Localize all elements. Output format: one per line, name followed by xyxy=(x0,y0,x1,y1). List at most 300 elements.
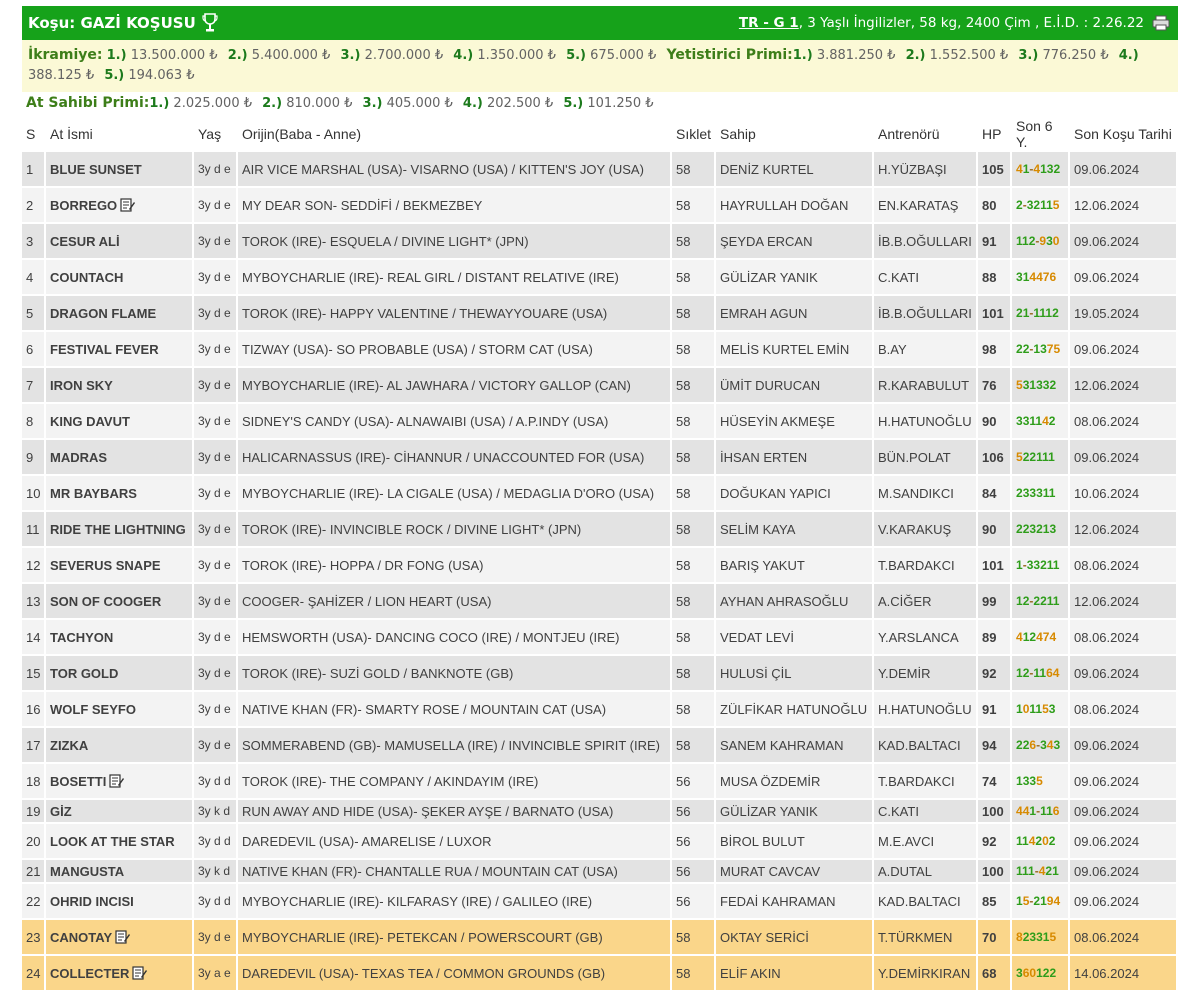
horse-name-link[interactable] xyxy=(46,152,194,186)
table-row xyxy=(22,296,1178,330)
at-sahibi-label: At Sahibi Primi: xyxy=(26,95,150,111)
prize-panel xyxy=(22,40,1178,92)
horse-last-six-form: 12-2211 xyxy=(1012,584,1070,618)
runners-body xyxy=(22,152,1178,990)
runner-number: 7 xyxy=(22,368,46,402)
horse-name-link[interactable] xyxy=(46,728,194,762)
horse-name-text[interactable]: RIDE THE LIGHTNING xyxy=(50,521,186,537)
horse-hp: 90 xyxy=(978,512,1012,546)
horse-owner: BARIŞ YAKUT xyxy=(716,548,874,582)
horse-name-text[interactable]: SEVERUS SNAPE xyxy=(50,557,161,573)
horse-last-race-date: 08.06.2024 xyxy=(1070,404,1178,438)
horse-last-six-form: 1-33211 xyxy=(1012,548,1070,582)
prize-key: 3.) xyxy=(1018,48,1039,63)
col-header-age[interactable]: Yaş xyxy=(194,118,238,150)
horse-age: 3y d e xyxy=(194,656,238,690)
horse-age: 3y d e xyxy=(194,368,238,402)
horse-last-six-form: 522111 xyxy=(1012,440,1070,474)
horse-hp: 89 xyxy=(978,620,1012,654)
horse-name-link[interactable] xyxy=(46,440,194,474)
horse-owner: EMRAH AGUN xyxy=(716,296,874,330)
horse-name-text[interactable]: KING DAVUT xyxy=(50,413,130,429)
horse-name-text[interactable]: IRON SKY xyxy=(50,377,113,393)
runner-number: 18 xyxy=(22,764,46,798)
horse-name-link[interactable] xyxy=(46,920,194,954)
horse-name-text[interactable]: DRAGON FLAME xyxy=(50,305,157,321)
prize-value: 202.500 ₺ xyxy=(487,96,554,111)
horse-age: 3y d e xyxy=(194,548,238,582)
horse-origin: HEMSWORTH (USA)- DANCING COCO (IRE) / MONTJEU (IRE) xyxy=(238,620,672,654)
horse-name-text[interactable]: MR BAYBARS xyxy=(50,485,137,501)
col-header-weight[interactable]: Sıklet xyxy=(672,118,716,150)
table-row xyxy=(22,260,1178,294)
horse-last-race-date: 08.06.2024 xyxy=(1070,920,1178,954)
horse-origin: MY DEAR SON- SEDDİFİ / BEKMEZBEY xyxy=(238,188,672,222)
horse-last-race-date: 09.06.2024 xyxy=(1070,440,1178,474)
horse-hp: 99 xyxy=(978,584,1012,618)
horse-name-link[interactable] xyxy=(46,296,194,330)
horse-name-link[interactable] xyxy=(46,332,194,366)
table-row xyxy=(22,956,1178,990)
horse-origin: DAREDEVIL (USA)- TEXAS TEA / COMMON GROUNDS (GB) xyxy=(238,956,672,990)
prize-value: 810.000 ₺ xyxy=(286,96,353,111)
horse-weight: 58 xyxy=(672,584,716,618)
horse-name-link[interactable] xyxy=(46,656,194,690)
horse-owner: AYHAN AHRASOĞLU xyxy=(716,584,874,618)
horse-name-link[interactable] xyxy=(46,476,194,510)
horse-age: 3y d e xyxy=(194,188,238,222)
horse-trainer: Y.ARSLANCA xyxy=(874,620,978,654)
horse-last-race-date: 09.06.2024 xyxy=(1070,728,1178,762)
prize-value: 1.350.000 ₺ xyxy=(477,48,556,63)
horse-hp: 90 xyxy=(978,404,1012,438)
horse-last-six-form: 15-2194 xyxy=(1012,884,1070,918)
horse-name-link[interactable] xyxy=(46,260,194,294)
printer-icon[interactable] xyxy=(1152,15,1170,31)
horse-age: 3y d e xyxy=(194,440,238,474)
horse-origin: TOROK (IRE)- THE COMPANY / AKINDAYIM (IRE) xyxy=(238,764,672,798)
horse-trainer: C.KATI xyxy=(874,800,978,822)
runner-number: 6 xyxy=(22,332,46,366)
horse-origin: RUN AWAY AND HIDE (USA)- ŞEKER AYŞE / BARNATO (USA) xyxy=(238,800,672,822)
table-row xyxy=(22,188,1178,222)
runner-number: 20 xyxy=(22,824,46,858)
runner-number: 8 xyxy=(22,404,46,438)
runner-number: 10 xyxy=(22,476,46,510)
col-header-origin[interactable]: Orijin(Baba - Anne) xyxy=(238,118,672,150)
prize-value: 2.025.000 ₺ xyxy=(173,96,252,111)
horse-last-race-date: 09.06.2024 xyxy=(1070,860,1178,882)
horse-name-text[interactable]: BOSETTI xyxy=(50,774,107,789)
horse-trainer: H.YÜZBAŞI xyxy=(874,152,978,186)
horse-origin: SOMMERABEND (GB)- MAMUSELLA (IRE) / INVINCIBLE SPIRIT (IRE) xyxy=(238,728,672,762)
horse-weight: 58 xyxy=(672,152,716,186)
horse-origin: HALICARNASSUS (IRE)- CİHANNUR / UNACCOUNTED FOR (USA) xyxy=(238,440,672,474)
horse-owner: HAYRULLAH DOĞAN xyxy=(716,188,874,222)
horse-weight: 58 xyxy=(672,920,716,954)
horse-owner: MELİS KURTEL EMİN xyxy=(716,332,874,366)
horse-weight: 56 xyxy=(672,860,716,882)
horse-age: 3y d e xyxy=(194,620,238,654)
prize-value: 3.881.250 ₺ xyxy=(816,48,896,63)
horse-weight: 56 xyxy=(672,824,716,858)
prize-key: 4.) xyxy=(462,96,483,111)
horse-weight: 56 xyxy=(672,800,716,822)
note-icon[interactable] xyxy=(115,930,130,944)
horse-name-link[interactable] xyxy=(46,956,194,990)
table-row xyxy=(22,920,1178,954)
horse-origin: SIDNEY'S CANDY (USA)- ALNAWAIBI (USA) / A.P.INDY (USA) xyxy=(238,404,672,438)
horse-last-six-form: 1335 xyxy=(1012,764,1070,798)
horse-last-six-form: 223213 xyxy=(1012,512,1070,546)
horse-age: 3y d e xyxy=(194,584,238,618)
horse-weight: 58 xyxy=(672,656,716,690)
horse-name-link[interactable] xyxy=(46,824,194,858)
horse-owner: SANEM KAHRAMAN xyxy=(716,728,874,762)
horse-trainer: Y.DEMİRKIRAN xyxy=(874,956,978,990)
horse-weight: 58 xyxy=(672,728,716,762)
race-title xyxy=(28,13,218,33)
note-icon[interactable] xyxy=(132,966,147,980)
horse-last-six-form: 12-1164 xyxy=(1012,656,1070,690)
horse-name-text[interactable]: LOOK AT THE STAR xyxy=(50,833,175,849)
horse-hp: 70 xyxy=(978,920,1012,954)
horse-hp: 101 xyxy=(978,548,1012,582)
horse-name-link[interactable] xyxy=(46,512,194,546)
race-conditions: , 3 Yaşlı İngilizler, 58 kg, 2400 Çim , E.İ.D. : 2.26.22 xyxy=(798,15,1144,31)
horse-weight: 58 xyxy=(672,620,716,654)
race-grade-link[interactable]: TR - G 1 xyxy=(738,15,799,31)
prize-key: 5.) xyxy=(566,48,587,63)
horse-last-race-date: 12.06.2024 xyxy=(1070,368,1178,402)
table-row xyxy=(22,476,1178,510)
horse-weight: 58 xyxy=(672,260,716,294)
runner-number: 1 xyxy=(22,152,46,186)
horse-origin: MYBOYCHARLIE (IRE)- KILFARASY (IRE) / GALILEO (IRE) xyxy=(238,884,672,918)
horse-last-six-form: 531332 xyxy=(1012,368,1070,402)
horse-name-text[interactable]: ZIZKA xyxy=(50,737,89,753)
prize-value: 675.000 ₺ xyxy=(590,48,657,63)
horse-age: 3y d e xyxy=(194,920,238,954)
col-header-trainer[interactable]: Antrenörü xyxy=(874,118,978,150)
horse-last-race-date: 09.06.2024 xyxy=(1070,764,1178,798)
col-header-last-race[interactable]: Son Koşu Tarihi xyxy=(1070,118,1178,150)
table-header-row xyxy=(22,118,1178,150)
horse-hp: 80 xyxy=(978,188,1012,222)
runner-number: 2 xyxy=(22,188,46,222)
horse-last-six-form: 233311 xyxy=(1012,476,1070,510)
horse-hp: 100 xyxy=(978,860,1012,882)
horse-trainer: T.TÜRKMEN xyxy=(874,920,978,954)
horse-last-race-date: 09.06.2024 xyxy=(1070,824,1178,858)
table-row xyxy=(22,692,1178,726)
horse-name-text[interactable]: BLUE SUNSET xyxy=(50,161,142,177)
horse-last-six-form: 41-4132 xyxy=(1012,152,1070,186)
horse-age: 3y d e xyxy=(194,296,238,330)
prize-value: 1.552.500 ₺ xyxy=(929,48,1009,63)
prize-key: 2.) xyxy=(262,96,283,111)
table-row xyxy=(22,512,1178,546)
runner-number: 24 xyxy=(22,956,46,990)
horse-origin: NATIVE KHAN (FR)- SMARTY ROSE / MOUNTAIN CAT (USA) xyxy=(238,692,672,726)
horse-trainer: B.AY xyxy=(874,332,978,366)
horse-last-six-form: 226-343 xyxy=(1012,728,1070,762)
horse-name-text[interactable]: TOR GOLD xyxy=(50,665,119,681)
runner-number: 17 xyxy=(22,728,46,762)
runners-table xyxy=(22,116,1178,992)
horse-hp: 88 xyxy=(978,260,1012,294)
horse-weight: 58 xyxy=(672,332,716,366)
runner-number: 12 xyxy=(22,548,46,582)
horse-last-race-date: 09.06.2024 xyxy=(1070,260,1178,294)
horse-last-six-form: 314476 xyxy=(1012,260,1070,294)
horse-age: 3y d e xyxy=(194,332,238,366)
horse-weight: 58 xyxy=(672,224,716,258)
col-header-owner[interactable]: Sahip xyxy=(716,118,874,150)
horse-hp: 85 xyxy=(978,884,1012,918)
horse-name-link[interactable] xyxy=(46,800,194,822)
horse-last-six-form: 331142 xyxy=(1012,404,1070,438)
horse-owner: İHSAN ERTEN xyxy=(716,440,874,474)
col-header-name[interactable]: At İsmi xyxy=(46,118,194,150)
horse-last-race-date: 12.06.2024 xyxy=(1070,188,1178,222)
horse-age: 3y a e xyxy=(194,956,238,990)
runner-number: 9 xyxy=(22,440,46,474)
horse-trainer: BÜN.POLAT xyxy=(874,440,978,474)
horse-name-text[interactable]: FESTIVAL FEVER xyxy=(50,341,159,357)
race-header xyxy=(22,6,1178,40)
horse-owner: FEDAİ KAHRAMAN xyxy=(716,884,874,918)
horse-age: 3y d e xyxy=(194,692,238,726)
horse-age: 3y d d xyxy=(194,764,238,798)
horse-name-link[interactable] xyxy=(46,368,194,402)
horse-origin: MYBOYCHARLIE (IRE)- PETEKCAN / POWERSCOURT (GB) xyxy=(238,920,672,954)
horse-hp: 94 xyxy=(978,728,1012,762)
prize-value: 388.125 ₺ xyxy=(28,68,95,83)
horse-origin: NATIVE KHAN (FR)- CHANTALLE RUA / MOUNTAIN CAT (USA) xyxy=(238,860,672,882)
horse-last-race-date: 09.06.2024 xyxy=(1070,656,1178,690)
horse-owner: VEDAT LEVİ xyxy=(716,620,874,654)
horse-hp: 92 xyxy=(978,656,1012,690)
horse-trainer: Y.DEMİR xyxy=(874,656,978,690)
horse-name-link[interactable] xyxy=(46,404,194,438)
horse-origin: MYBOYCHARLIE (IRE)- REAL GIRL / DISTANT RELATIVE (IRE) xyxy=(238,260,672,294)
table-row xyxy=(22,728,1178,762)
horse-trainer: V.KARAKUŞ xyxy=(874,512,978,546)
horse-hp: 91 xyxy=(978,692,1012,726)
prize-key: 2.) xyxy=(905,48,926,63)
horse-weight: 58 xyxy=(672,296,716,330)
race-info xyxy=(739,15,1170,31)
prize-key: 5.) xyxy=(104,68,125,83)
horse-last-six-form: 112-930 xyxy=(1012,224,1070,258)
col-header-no[interactable]: S xyxy=(22,118,46,150)
horse-owner: MURAT CAVCAV xyxy=(716,860,874,882)
horse-last-six-form: 360122 xyxy=(1012,956,1070,990)
prize-value: 2.700.000 ₺ xyxy=(364,48,444,63)
horse-name-link[interactable] xyxy=(46,584,194,618)
horse-origin: TOROK (IRE)- HOPPA / DR FONG (USA) xyxy=(238,548,672,582)
horse-last-race-date: 08.06.2024 xyxy=(1070,692,1178,726)
horse-trainer: KAD.BALTACI xyxy=(874,884,978,918)
horse-trainer: H.HATUNOĞLU xyxy=(874,404,978,438)
horse-age: 3y d e xyxy=(194,728,238,762)
horse-name-link[interactable] xyxy=(46,224,194,258)
horse-last-race-date: 14.06.2024 xyxy=(1070,956,1178,990)
horse-name-link[interactable] xyxy=(46,884,194,918)
horse-name-text[interactable]: WOLF SEYFO xyxy=(50,701,136,717)
horse-trainer: C.KATI xyxy=(874,260,978,294)
horse-weight: 58 xyxy=(672,404,716,438)
horse-last-six-form: 111-421 xyxy=(1012,860,1070,882)
horse-name-text[interactable]: SON OF COOGER xyxy=(50,593,162,609)
horse-last-six-form: 114202 xyxy=(1012,824,1070,858)
horse-age: 3y d e xyxy=(194,260,238,294)
horse-last-race-date: 12.06.2024 xyxy=(1070,584,1178,618)
horse-name-text[interactable]: MANGUSTA xyxy=(50,863,125,879)
col-header-hp[interactable]: HP xyxy=(978,118,1012,150)
horse-last-race-date: 19.05.2024 xyxy=(1070,296,1178,330)
table-row xyxy=(22,548,1178,582)
horse-origin: AIR VICE MARSHAL (USA)- VISARNO (USA) / KITTEN'S JOY (USA) xyxy=(238,152,672,186)
horse-origin: TIZWAY (USA)- SO PROBABLE (USA) / STORM CAT (USA) xyxy=(238,332,672,366)
prize-key: 4.) xyxy=(453,48,474,63)
horse-weight: 56 xyxy=(672,884,716,918)
horse-name-text[interactable]: CESUR ALİ xyxy=(50,233,120,249)
prize-key: 1.) xyxy=(792,48,813,63)
horse-age: 3y d e xyxy=(194,512,238,546)
horse-origin: TOROK (IRE)- HAPPY VALENTINE / THEWAYYOUARE (USA) xyxy=(238,296,672,330)
runner-number: 21 xyxy=(22,860,46,882)
horse-weight: 58 xyxy=(672,188,716,222)
horse-owner: SELİM KAYA xyxy=(716,512,874,546)
prize-value: 101.250 ₺ xyxy=(587,96,654,111)
horse-trainer: A.CİĞER xyxy=(874,584,978,618)
horse-name-text[interactable]: OHRID INCISI xyxy=(50,893,134,909)
horse-owner: ÜMİT DURUCAN xyxy=(716,368,874,402)
prize-value: 13.500.000 ₺ xyxy=(130,48,218,63)
horse-trainer: İB.B.OĞULLARI xyxy=(874,224,978,258)
runner-number: 13 xyxy=(22,584,46,618)
horse-hp: 91 xyxy=(978,224,1012,258)
runner-number: 23 xyxy=(22,920,46,954)
note-icon[interactable] xyxy=(120,198,135,212)
horse-trainer: KAD.BALTACI xyxy=(874,728,978,762)
horse-owner: ZÜLFİKAR HATUNOĞLU xyxy=(716,692,874,726)
horse-name-text[interactable]: MADRAS xyxy=(50,449,108,465)
horse-name-link[interactable] xyxy=(46,860,194,882)
runner-number: 16 xyxy=(22,692,46,726)
horse-owner: GÜLİZAR YANIK xyxy=(716,260,874,294)
horse-hp: 84 xyxy=(978,476,1012,510)
horse-hp: 92 xyxy=(978,824,1012,858)
horse-owner: DOĞUKAN YAPICI xyxy=(716,476,874,510)
prize-value: 5.400.000 ₺ xyxy=(251,48,331,63)
horse-name-link[interactable] xyxy=(46,548,194,582)
prize-key: 2.) xyxy=(227,48,248,63)
horse-name-text[interactable]: COUNTACH xyxy=(50,269,124,285)
table-row xyxy=(22,404,1178,438)
prize-key: 3.) xyxy=(340,48,361,63)
prize-key: 3.) xyxy=(362,96,383,111)
horse-trainer: T.BARDAKCI xyxy=(874,764,978,798)
horse-name-text[interactable]: TACHYON xyxy=(50,629,114,645)
table-row xyxy=(22,440,1178,474)
horse-name-text[interactable]: COLLECTER xyxy=(50,966,130,981)
horse-trainer: R.KARABULUT xyxy=(874,368,978,402)
table-row xyxy=(22,884,1178,918)
table-row xyxy=(22,332,1178,366)
horse-weight: 58 xyxy=(672,956,716,990)
table-row xyxy=(22,860,1178,882)
horse-name-link[interactable] xyxy=(46,764,194,798)
horse-last-six-form: 2-32115 xyxy=(1012,188,1070,222)
runner-number: 3 xyxy=(22,224,46,258)
prize-key: 5.) xyxy=(563,96,584,111)
horse-weight: 58 xyxy=(672,440,716,474)
horse-age: 3y d d xyxy=(194,824,238,858)
horse-last-six-form: 441-116 xyxy=(1012,800,1070,822)
horse-hp: 68 xyxy=(978,956,1012,990)
runner-number: 19 xyxy=(22,800,46,822)
horse-hp: 101 xyxy=(978,296,1012,330)
horse-owner: DENİZ KURTEL xyxy=(716,152,874,186)
table-row xyxy=(22,584,1178,618)
ikramiye-label: İkramiye: xyxy=(28,47,103,63)
horse-hp: 98 xyxy=(978,332,1012,366)
horse-name-text[interactable]: CANOTAY xyxy=(50,930,113,945)
table-row xyxy=(22,824,1178,858)
horse-last-race-date: 08.06.2024 xyxy=(1070,620,1178,654)
table-row xyxy=(22,764,1178,798)
note-icon[interactable] xyxy=(109,774,124,788)
prize-key: 1.) xyxy=(106,48,127,63)
horse-owner: ŞEYDA ERCAN xyxy=(716,224,874,258)
horse-trainer: H.HATUNOĞLU xyxy=(874,692,978,726)
col-header-form[interactable]: Son 6 Y. xyxy=(1012,118,1070,150)
horse-trainer: M.E.AVCI xyxy=(874,824,978,858)
horse-weight: 58 xyxy=(672,512,716,546)
horse-trainer: M.SANDIKCI xyxy=(874,476,978,510)
prize-value: 405.000 ₺ xyxy=(386,96,453,111)
horse-last-race-date: 09.06.2024 xyxy=(1070,152,1178,186)
horse-name-link[interactable] xyxy=(46,620,194,654)
horse-hp: 74 xyxy=(978,764,1012,798)
owner-prize-line xyxy=(26,94,660,113)
horse-owner: BİROL BULUT xyxy=(716,824,874,858)
horse-name-link[interactable] xyxy=(46,692,194,726)
runner-number: 22 xyxy=(22,884,46,918)
race-title-text: Koşu: GAZİ KOŞUSU xyxy=(28,14,196,32)
horse-name-link[interactable] xyxy=(46,188,194,222)
trophy-icon xyxy=(202,13,218,33)
runner-number: 15 xyxy=(22,656,46,690)
table-row xyxy=(22,620,1178,654)
horse-owner: GÜLİZAR YANIK xyxy=(716,800,874,822)
horse-name-text[interactable]: BORREGO xyxy=(50,198,118,213)
horse-origin: TOROK (IRE)- INVINCIBLE ROCK / DIVINE LIGHT* (JPN) xyxy=(238,512,672,546)
horse-age: 3y d e xyxy=(194,224,238,258)
horse-last-race-date: 09.06.2024 xyxy=(1070,332,1178,366)
horse-trainer: A.DUTAL xyxy=(874,860,978,882)
horse-last-six-form: 21-1112 xyxy=(1012,296,1070,330)
yetistirici-label: Yetistirici Primi: xyxy=(666,47,793,63)
horse-origin: MYBOYCHARLIE (IRE)- LA CIGALE (USA) / MEDAGLIA D'ORO (USA) xyxy=(238,476,672,510)
horse-owner: HÜSEYİN AKMEŞE xyxy=(716,404,874,438)
runner-number: 5 xyxy=(22,296,46,330)
horse-name-text[interactable]: GİZ xyxy=(50,803,72,819)
horse-origin: DAREDEVIL (USA)- AMARELISE / LUXOR xyxy=(238,824,672,858)
